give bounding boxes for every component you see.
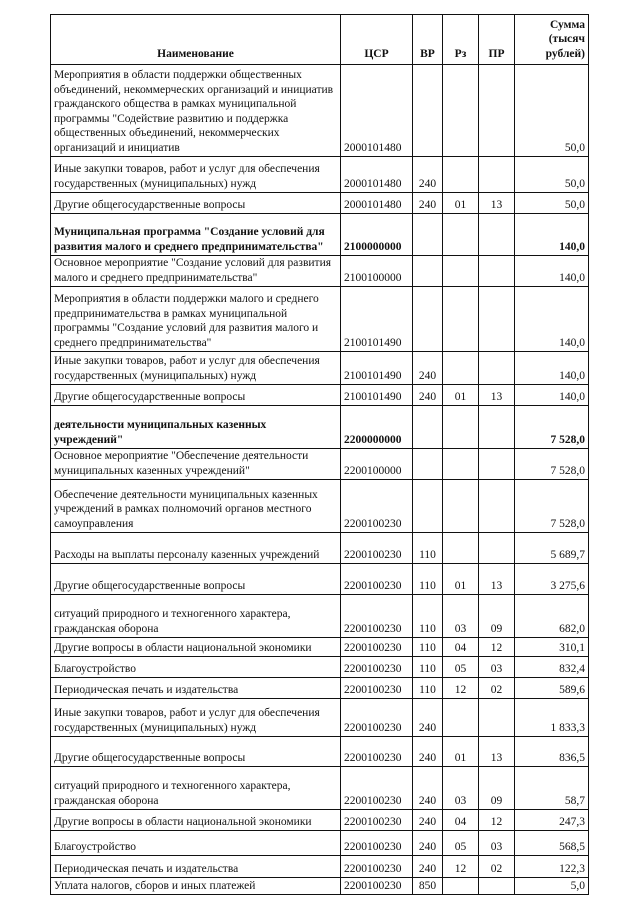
row-vr: 240 xyxy=(413,767,443,810)
row-name: Иные закупки товаров, работ и услуг для обеспечения государственных (муниципальных) нужд xyxy=(51,157,341,193)
row-pr: 03 xyxy=(479,831,515,856)
row-pr xyxy=(479,533,515,564)
row-rz: 03 xyxy=(443,767,479,810)
row-name: Мероприятия в области поддержки общественных объединений, некоммерческих организаций и инициатив гражданского общества в рамках муниципальной программы "Содействие развитию и поддержка общественных объединений, некоммерческих организаций и инициатив xyxy=(51,65,341,157)
row-csr: 2200100230 xyxy=(341,767,413,810)
row-rz: 05 xyxy=(443,657,479,678)
header-name: Наименование xyxy=(51,15,341,65)
row-sum: 5 689,7 xyxy=(515,533,589,564)
row-vr: 240 xyxy=(413,352,443,385)
table-row xyxy=(51,657,589,678)
row-rz xyxy=(443,287,479,352)
row-pr xyxy=(479,878,515,895)
table-row xyxy=(51,65,589,157)
row-vr: 240 xyxy=(413,193,443,214)
row-sum: 58,7 xyxy=(515,767,589,810)
table-row xyxy=(51,480,589,533)
table-row xyxy=(51,352,589,385)
row-rz: 01 xyxy=(443,385,479,406)
row-pr: 13 xyxy=(479,385,515,406)
row-rz: 04 xyxy=(443,638,479,657)
row-sum: 5,0 xyxy=(515,878,589,895)
row-rz: 12 xyxy=(443,678,479,699)
row-vr: 240 xyxy=(413,385,443,406)
budget-table xyxy=(50,14,589,895)
row-csr: 2000101480 xyxy=(341,157,413,193)
header-pr: ПР xyxy=(479,15,515,65)
row-name: Другие общегосударственные вопросы xyxy=(51,193,341,214)
row-rz: 03 xyxy=(443,595,479,638)
row-pr: 09 xyxy=(479,595,515,638)
row-rz: 01 xyxy=(443,193,479,214)
row-pr xyxy=(479,287,515,352)
row-sum: 1 833,3 xyxy=(515,699,589,737)
table-row xyxy=(51,564,589,595)
table-row xyxy=(51,595,589,638)
row-vr: 850 xyxy=(413,878,443,895)
row-sum: 140,0 xyxy=(515,352,589,385)
table-row xyxy=(51,157,589,193)
row-sum: 140,0 xyxy=(515,287,589,352)
row-name: Мероприятия в области поддержки малого и среднего предпринимательства в рамках муниципальной программы "Создание условий для развития малого и среднего предпринимательства" xyxy=(51,287,341,352)
row-rz xyxy=(443,699,479,737)
row-pr: 02 xyxy=(479,856,515,878)
row-pr xyxy=(479,214,515,256)
row-name: Другие вопросы в области национальной экономики xyxy=(51,810,341,831)
row-name: Другие общегосударственные вопросы xyxy=(51,737,341,767)
row-sum: 836,5 xyxy=(515,737,589,767)
row-sum: 7 528,0 xyxy=(515,406,589,449)
header-sum: Сумма (тысяч рублей) xyxy=(515,15,589,65)
row-rz xyxy=(443,157,479,193)
row-rz xyxy=(443,256,479,287)
budget-document xyxy=(50,14,588,895)
row-pr: 12 xyxy=(479,638,515,657)
row-rz xyxy=(443,878,479,895)
row-rz xyxy=(443,480,479,533)
row-rz xyxy=(443,352,479,385)
row-pr: 02 xyxy=(479,678,515,699)
table-row xyxy=(51,737,589,767)
row-rz: 04 xyxy=(443,810,479,831)
table-row xyxy=(51,214,589,256)
row-rz: 12 xyxy=(443,856,479,878)
row-csr: 2000101480 xyxy=(341,65,413,157)
row-sum: 50,0 xyxy=(515,157,589,193)
row-pr xyxy=(479,256,515,287)
row-pr xyxy=(479,157,515,193)
row-csr: 2200100000 xyxy=(341,449,413,480)
table-row xyxy=(51,193,589,214)
row-pr xyxy=(479,449,515,480)
row-rz: 05 xyxy=(443,831,479,856)
row-vr: 240 xyxy=(413,856,443,878)
row-sum: 50,0 xyxy=(515,193,589,214)
row-pr xyxy=(479,65,515,157)
row-csr: 2200100230 xyxy=(341,810,413,831)
row-sum: 140,0 xyxy=(515,214,589,256)
row-vr: 240 xyxy=(413,831,443,856)
table-body xyxy=(51,65,589,895)
row-name: Благоустройство xyxy=(51,831,341,856)
table-row xyxy=(51,810,589,831)
row-csr: 2200100230 xyxy=(341,878,413,895)
row-pr xyxy=(479,699,515,737)
row-vr xyxy=(413,287,443,352)
row-csr: 2200100230 xyxy=(341,564,413,595)
table-row xyxy=(51,256,589,287)
row-csr: 2200000000 xyxy=(341,406,413,449)
row-name: Иные закупки товаров, работ и услуг для обеспечения государственных (муниципальных) нужд xyxy=(51,699,341,737)
row-name: Периодическая печать и издательства xyxy=(51,678,341,699)
row-vr xyxy=(413,256,443,287)
header-csr: ЦСР xyxy=(341,15,413,65)
row-sum: 140,0 xyxy=(515,385,589,406)
row-sum: 122,3 xyxy=(515,856,589,878)
row-vr xyxy=(413,406,443,449)
row-pr xyxy=(479,406,515,449)
row-csr: 2100000000 xyxy=(341,214,413,256)
row-csr: 2200100230 xyxy=(341,638,413,657)
row-csr: 2200100230 xyxy=(341,678,413,699)
row-name: деятельности муниципальных казенных учреждений" xyxy=(51,406,341,449)
row-csr: 2200100230 xyxy=(341,657,413,678)
row-csr: 2200100230 xyxy=(341,856,413,878)
row-vr: 110 xyxy=(413,533,443,564)
table-row xyxy=(51,699,589,737)
row-rz xyxy=(443,449,479,480)
row-pr: 13 xyxy=(479,564,515,595)
row-name: Другие общегосударственные вопросы xyxy=(51,564,341,595)
row-name: Другие вопросы в области национальной экономики xyxy=(51,638,341,657)
row-csr: 2200100230 xyxy=(341,533,413,564)
row-csr: 2000101480 xyxy=(341,193,413,214)
row-pr: 09 xyxy=(479,767,515,810)
table-row xyxy=(51,678,589,699)
row-sum: 7 528,0 xyxy=(515,480,589,533)
row-csr: 2200100230 xyxy=(341,595,413,638)
table-row xyxy=(51,287,589,352)
row-vr xyxy=(413,449,443,480)
table-row xyxy=(51,406,589,449)
row-name: ситуаций природного и техногенного характера, гражданская оборона xyxy=(51,767,341,810)
row-csr: 2200100230 xyxy=(341,737,413,767)
row-vr xyxy=(413,214,443,256)
row-sum: 682,0 xyxy=(515,595,589,638)
row-pr xyxy=(479,480,515,533)
row-rz: 01 xyxy=(443,737,479,767)
row-vr: 110 xyxy=(413,564,443,595)
row-rz xyxy=(443,214,479,256)
table-header-row xyxy=(51,15,589,65)
row-vr xyxy=(413,480,443,533)
row-sum: 7 528,0 xyxy=(515,449,589,480)
table-row xyxy=(51,533,589,564)
row-name: Расходы на выплаты персоналу казенных учреждений xyxy=(51,533,341,564)
row-sum: 568,5 xyxy=(515,831,589,856)
row-name: Уплата налогов, сборов и иных платежей xyxy=(51,878,341,895)
row-rz xyxy=(443,533,479,564)
row-name: Обеспечение деятельности муниципальных казенных учреждений в рамках полномочий органов местного самоуправления xyxy=(51,480,341,533)
row-name: Иные закупки товаров, работ и услуг для обеспечения государственных (муниципальных) нужд xyxy=(51,352,341,385)
row-pr: 13 xyxy=(479,737,515,767)
row-vr: 110 xyxy=(413,595,443,638)
row-name: Периодическая печать и издательства xyxy=(51,856,341,878)
row-name: ситуаций природного и техногенного характера, гражданская оборона xyxy=(51,595,341,638)
row-vr: 240 xyxy=(413,157,443,193)
row-pr: 03 xyxy=(479,657,515,678)
row-csr: 2200100230 xyxy=(341,699,413,737)
table-row xyxy=(51,638,589,657)
row-pr: 13 xyxy=(479,193,515,214)
row-sum: 589,6 xyxy=(515,678,589,699)
row-vr: 110 xyxy=(413,638,443,657)
row-vr: 240 xyxy=(413,699,443,737)
row-sum: 310,1 xyxy=(515,638,589,657)
row-rz: 01 xyxy=(443,564,479,595)
row-csr: 2100101490 xyxy=(341,385,413,406)
row-rz xyxy=(443,65,479,157)
row-csr: 2100101490 xyxy=(341,287,413,352)
row-name: Основное мероприятие "Создание условий для развития малого и среднего предпринимательства" xyxy=(51,256,341,287)
row-pr: 12 xyxy=(479,810,515,831)
row-name: Другие общегосударственные вопросы xyxy=(51,385,341,406)
row-rz xyxy=(443,406,479,449)
header-vr: ВР xyxy=(413,15,443,65)
row-pr xyxy=(479,352,515,385)
row-vr: 240 xyxy=(413,737,443,767)
row-vr: 110 xyxy=(413,657,443,678)
table-row xyxy=(51,878,589,895)
row-name: Благоустройство xyxy=(51,657,341,678)
row-sum: 832,4 xyxy=(515,657,589,678)
row-sum: 140,0 xyxy=(515,256,589,287)
row-sum: 247,3 xyxy=(515,810,589,831)
row-csr: 2200100230 xyxy=(341,480,413,533)
row-name: Основное мероприятие "Обеспечение деятельности муниципальных казенных учреждений" xyxy=(51,449,341,480)
table-row xyxy=(51,449,589,480)
table-row xyxy=(51,767,589,810)
row-csr: 2100100000 xyxy=(341,256,413,287)
row-vr: 110 xyxy=(413,678,443,699)
row-vr: 240 xyxy=(413,810,443,831)
row-csr: 2100101490 xyxy=(341,352,413,385)
header-rz: Рз xyxy=(443,15,479,65)
row-sum: 3 275,6 xyxy=(515,564,589,595)
table-row xyxy=(51,856,589,878)
table-row xyxy=(51,385,589,406)
row-vr xyxy=(413,65,443,157)
row-name: Муниципальная программа "Создание условий для развития малого и среднего предпринимательства" xyxy=(51,214,341,256)
row-csr: 2200100230 xyxy=(341,831,413,856)
row-sum: 50,0 xyxy=(515,65,589,157)
table-row xyxy=(51,831,589,856)
